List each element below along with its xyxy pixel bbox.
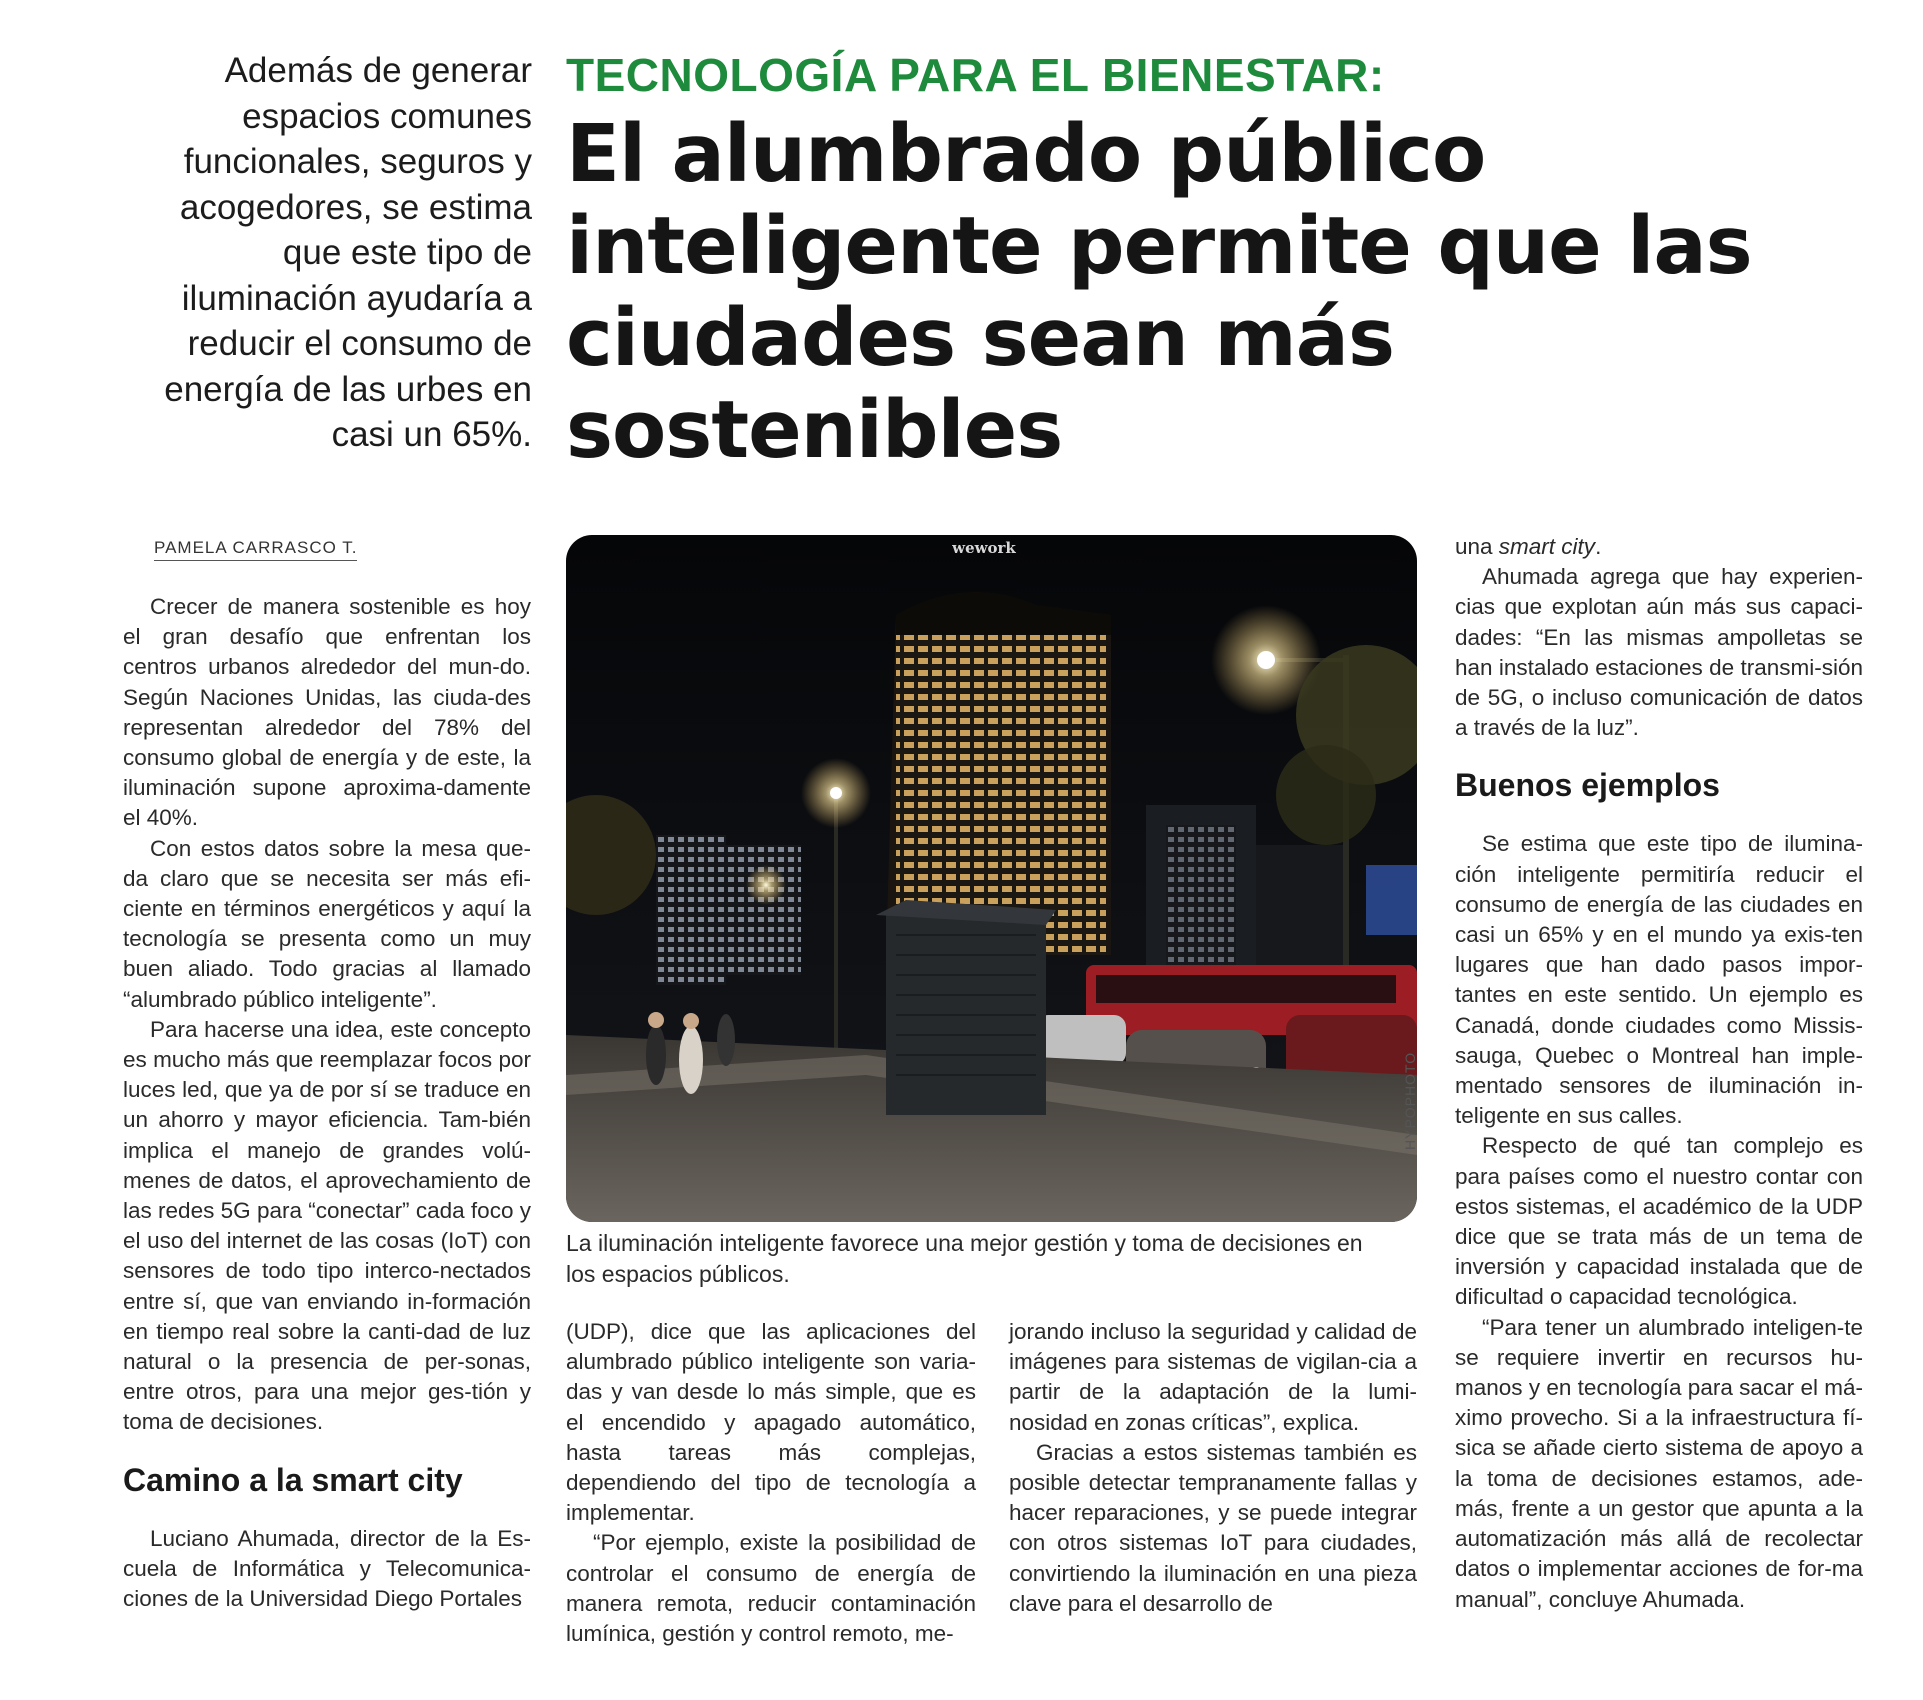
body-column-3	[566, 1317, 976, 1649]
photo-credit: HYPOPHOTO	[1402, 1051, 1418, 1150]
paragraph: Luciano Ahumada, director de la Es-cuela de Informática y Telecomunica-ciones de la Universidad Diego Portales	[123, 1525, 531, 1612]
paragraph: Para hacerse una idea, este concepto es mucho más que reemplazar focos por luces led, que ya de por sí se traduce en un ahorro y mayor eficiencia. Tam-bién implica el manejo de grandes volú-menes de datos, el aprovechamiento de las redes 5G para “conectar” cada foco y el uso del internet de las cosas (IoT) con sensores de todo tipo interco-nectados entre sí, que van enviando in-formación en tiempo real sobre la canti-dad de luz natural o la presencia de per-sonas, entre otros, para una mejor ges-tión y toma de decisiones.	[123, 1016, 531, 1435]
paragraph: “Para tener un alumbrado inteligen-te se requiere invertir en recursos hu-manos y en tecnología para sacar el má-ximo provecho. Si a la infraestructura fí-sica se añade cierto sistema de apoyo a la toma de decisiones estamos, ade-más, frente a un gestor que apunta a la automatización más allá de recolectar datos o implementar acciones de for-ma manual”, concluye Ahumada.	[1455, 1314, 1863, 1612]
paragraph: (UDP), dice que las aplicaciones del alumbrado público inteligente son varia-das y van desde lo más simple, que es el encendido y apagado automático, hasta tareas más complejas, dependiendo del tipo de tecnología a implementar.	[566, 1319, 976, 1526]
photo-caption: La iluminación inteligente favorece una mejor gestión y toma de decisiones en los espacios públicos.	[566, 1230, 1363, 1287]
byline: PAMELA CARRASCO T.	[154, 538, 357, 561]
paragraph: Se estima que este tipo de ilumina-ción inteligente permitiría reducir el consumo de energía de las ciudades en casi un 65% y en el mundo ya exis-ten lugares que han dado pasos impor-tantes en este sentido. Un ejemplo es Canadá, donde ciudades como Missis-sauga, Quebec o Montreal han imple-mentado sensores de iluminación in-teligente en sus calles.	[1455, 831, 1863, 1129]
body-column-4	[1009, 1317, 1417, 1619]
night-city-street-illustration	[566, 535, 1417, 1222]
headline: El alumbrado público inteligente permite que las ciudades sean más sostenibles	[566, 108, 1752, 476]
text-run: una	[1455, 534, 1499, 559]
subhead-smart-city: Camino a la smart city	[123, 1461, 463, 1498]
paragraph: Respecto de qué tan complejo es para países como el nuestro contar con estos sistemas, el académico de la UDP dice que se trata más de un tema de inversión y capacidad instalada que de dificultad o capacidad tecnológica.	[1455, 1133, 1863, 1310]
paragraph: Gracias a estos sistemas también es posible detectar tempranamente fallas y hacer reparaciones, y se puede integrar con otros sistemas IoT para ciudades, convirtiendo la iluminación en una pieza clave para el desarrollo de	[1009, 1439, 1417, 1616]
body-column-1	[123, 592, 531, 1614]
subhead-buenos-ejemplos: Buenos ejemplos	[1455, 767, 1720, 804]
body-column-5	[1455, 532, 1863, 1615]
paragraph: Con estos datos sobre la mesa que-da claro que se necesita ser más efi-ciente en términos energéticos y aquí la tecnología se presenta como un muy buen aliado. Todo gracias al llamado “alumbrado público inteligente”.	[123, 835, 531, 1012]
paragraph: jorando incluso la seguridad y calidad de imágenes para sistemas de vigilan-cia a partir de la adaptación de la lumi-nosidad en zonas críticas”, explica.	[1009, 1319, 1417, 1435]
street-photo	[566, 535, 1417, 1222]
paragraph	[1455, 532, 1863, 562]
paragraph: “Por ejemplo, existe la posibilidad de controlar el consumo de energía de manera remota, reducir contaminación lumínica, gestión y control remoto, me-	[566, 1530, 976, 1647]
text-run: .	[1595, 534, 1602, 559]
smart-city-emphasis: smart city	[1498, 534, 1596, 559]
paragraph: Ahumada agrega que hay experien-cias que explotan aún más sus capaci-dades: “En las mismas ampolletas se han instalado estaciones de transmi-sión de 5G, o incluso comunicación de datos a través de la luz”.	[1455, 564, 1863, 741]
pull-quote: Además de generar espacios comunes funcionales, seguros y acogedores, se estima que este tipo de iluminación ayudaría a reducir el consumo de energía de las urbes en casi un 65%.	[164, 51, 532, 454]
building-sign-text: wework	[952, 539, 1016, 557]
paragraph: Crecer de manera sostenible es hoy el gran desafío que enfrentan los centros urbanos alrededor del mun-do. Según Naciones Unidas, las ciuda-des representan alrededor del 78% del consumo global de energía y de este, la iluminación supone aproxima-damente el 40%.	[123, 594, 531, 831]
kicker: TECNOLOGÍA PARA EL BIENESTAR:	[566, 49, 1385, 101]
